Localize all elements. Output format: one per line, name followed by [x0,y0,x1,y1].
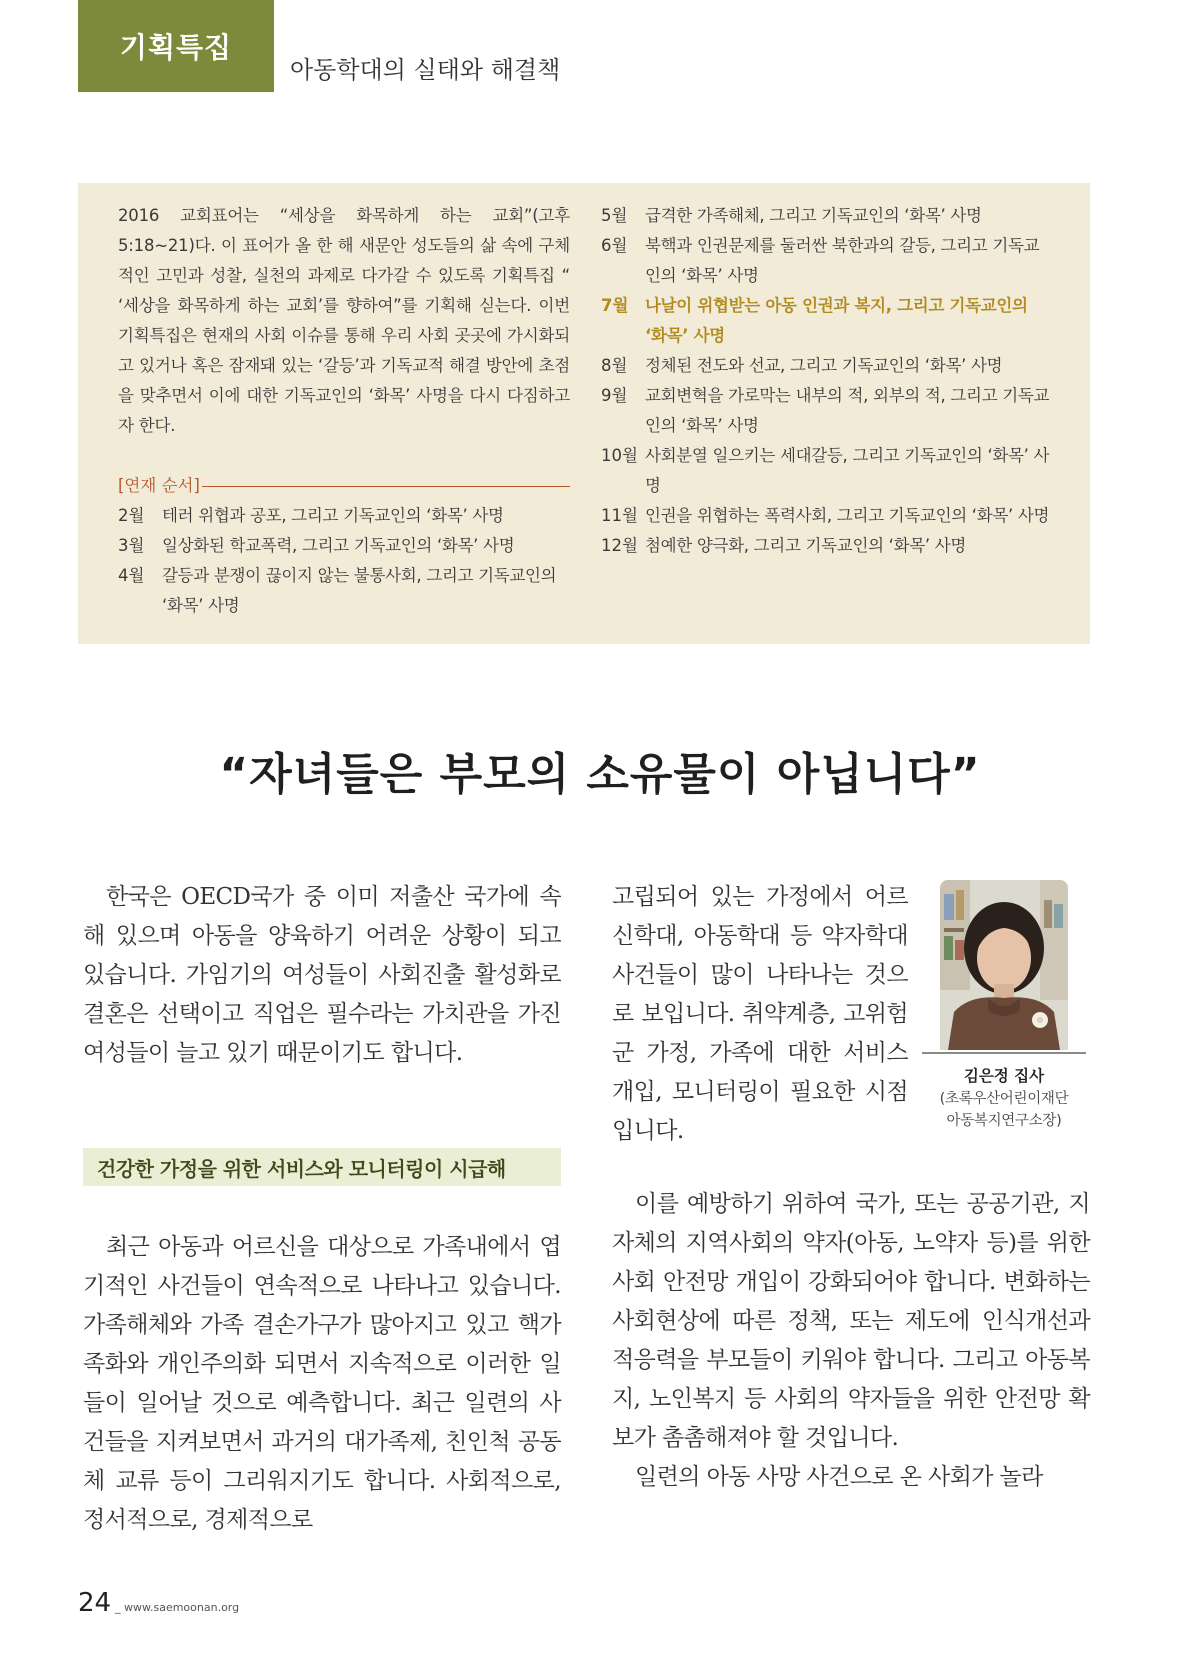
series-list-left [118,501,570,621]
series-title: 인권을 위협하는 폭력사회, 그리고 기독교인의 ‘화목’ 사명 [645,506,1050,525]
author-name: 김은정 집사 [963,1067,1045,1085]
article-paragraph: 최근 아동과 어르신을 대상으로 가족내에서 엽기적인 사건들이 연속적으로 나타나고 있습니다. 가족해체와 가족 결손가구가 많아지고 있고 핵가족화와 개인주의화 되면서 지속적으로 이러한 일들이 일어날 것으로 예측합니다. 최근 일련의 사건들을 지켜보면서 과거의 대가족제, 친인척 공동체 교류 등이 그리워지기도 합니다. 사회적으로, 정서적으로, 경제적으로 [83,1234,561,1533]
series-entry [601,351,1053,381]
header-subtitle: 아동학대의 실태와 해결책 [290,56,561,84]
series-month: 12월 [601,536,638,555]
series-entry [601,231,1053,291]
page-number: 24 [78,1588,112,1618]
series-month: 8월 [601,356,628,375]
author-photo [940,880,1068,1050]
series-month: 11월 [601,506,638,525]
series-month: 7월 [601,296,629,315]
series-entry-current [601,291,1053,351]
series-title: 북핵과 인권문제를 둘러싼 북한과의 갈등, 그리고 기독교인의 ‘화목’ 사명 [645,236,1040,285]
author-role-line: 아동복지연구소장) [946,1113,1062,1129]
article-paragraph: 일련의 아동 사망 사건으로 온 사회가 놀라 [635,1464,1043,1490]
series-title: 나날이 위협받는 아동 인권과 복지, 그리고 기독교인의 ‘화목’ 사명 [645,296,1028,345]
series-title: 갈등과 분쟁이 끊이지 않는 불통사회, 그리고 기독교인의 ‘화목’ 사명 [162,566,557,615]
series-heading-rule [202,486,570,487]
series-entry [601,201,1053,231]
series-month: 5월 [601,206,628,225]
intro-paragraph: 2016 교회표어는 “세상을 화목하게 하는 교회”(고후 5:18~21)다. 이 표어가 올 한 해 새문안 성도들의 삶 속에 구체적인 고민과 성찰, 실천의 과제로 다가갈 수 있도록 기획특집 “ ‘세상을 화목하게 하는 교회’를 향하여”를 기획해 싣는다. 이번 기획특집은 현재의 사회 이슈를 통해 우리 사회 곳곳에 가시화되고 있거나 혹은 잠재돼 있는 ‘갈등’과 기독교적 해결 방안에 초점을 맞추면서 이에 대한 기독교인의 ‘화목’ 사명을 다시 다짐하고자 한다. [118,206,570,435]
article-column-left-bottom [83,1228,561,1540]
series-month: 9월 [601,386,628,405]
article-column-right-bottom [612,1185,1090,1497]
series-title: 첨예한 양극화, 그리고 기독교인의 ‘화목’ 사명 [645,536,967,555]
author-photo-rule [922,1052,1086,1054]
series-title: 테러 위협과 공포, 그리고 기독교인의 ‘화목’ 사명 [162,506,504,525]
series-entry [601,381,1053,441]
author-portrait-image [940,880,1068,1050]
series-title: 교회변혁을 가로막는 내부의 적, 외부의 적, 그리고 기독교인의 ‘화목’ 사명 [645,386,1050,435]
series-month: 6월 [601,236,628,255]
series-title: 사회분열 일으키는 세대갈등, 그리고 기독교인의 ‘화목’ 사명 [645,446,1050,495]
intro-box [78,183,1090,644]
series-entry [601,531,1053,561]
series-entry [118,561,570,621]
series-title: 급격한 가족해체, 그리고 기독교인의 ‘화목’ 사명 [645,206,982,225]
article-column-left-top [83,878,561,1073]
series-entry [601,501,1053,531]
series-entry [118,501,570,531]
page-url: _ www.saemoonan.org [115,1601,240,1614]
series-month: 3월 [118,536,145,555]
article-column-right-top [612,878,908,1151]
series-list-right [601,201,1053,561]
author-role-line: (초록우산어린이재단 [939,1091,1069,1107]
section-tab: 기획특집 [78,0,274,92]
series-heading [118,471,570,501]
series-entry [118,531,570,561]
series-title: 정체된 전도와 선교, 그리고 기독교인의 ‘화목’ 사명 [645,356,1003,375]
article-paragraph: 이를 예방하기 위하여 국가, 또는 공공기관, 지자체의 지역사회의 약자(아동, 노약자 등)를 위한 사회 안전망 개입이 강화되어야 합니다. 변화하는 사회현상에 따른 정책, 또는 제도에 인식개선과 적응력을 부모들이 키워야 합니다. 그리고 아동복지, 노인복지 등 사회의 약자들을 위한 안전망 확보가 촘촘해져야 할 것입니다. [612,1191,1090,1451]
series-month: 2월 [118,506,145,525]
series-entry [601,441,1053,501]
article-paragraph: 고립되어 있는 가정에서 어르신학대, 아동학대 등 약자학대 사건들이 많이 나타나는 것으로 보입니다. 취약계층, 고위험군 가정, 가족에 대한 서비스 개입, 모니터링이 필요한 시점입니다. [612,884,908,1144]
series-month: 4월 [118,566,145,585]
article-title: “자녀들은 부모의 소유물이 아닙니다” [219,749,981,800]
article-subheading [83,1148,561,1186]
series-month: 10월 [601,446,638,465]
series-title: 일상화된 학교폭력, 그리고 기독교인의 ‘화목’ 사명 [162,536,515,555]
series-heading-label: [연재 순서] [118,476,200,495]
article-paragraph: 한국은 OECD국가 중 이미 저출산 국가에 속해 있으며 아동을 양육하기 어려운 상황이 되고 있습니다. 가임기의 여성들이 사회진출 활성화로 결혼은 선택이고 직업은 필수라는 가치관을 가진 여성들이 늘고 있기 때문이기도 합니다. [83,884,561,1066]
author-role [915,1088,1093,1132]
article-subheading-text: 건강한 가정을 위한 서비스와 모니터링이 시급해 [97,1156,506,1181]
